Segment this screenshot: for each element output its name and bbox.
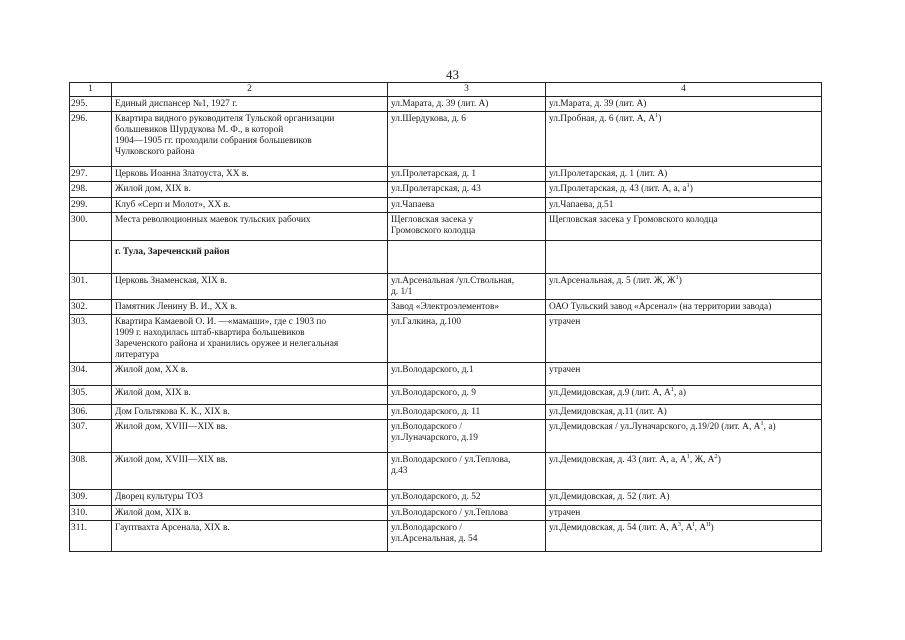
old-address-cell: ул.Володарского, д.1 [388, 363, 546, 386]
object-name-cell: Единый диспансер №1, 1927 г. [112, 97, 388, 112]
row-number-cell: 298. [70, 182, 112, 198]
table-row [70, 97, 822, 112]
new-address-cell: ул.Арсенальная, д. 5 (лит. Ж, $Ж^1$) [546, 274, 822, 300]
table-row [70, 490, 822, 506]
old-address-cell: ул.Шердукова, д. 6 [388, 112, 546, 167]
section-number-cell [70, 241, 112, 274]
object-name-cell: Жилой дом, XIX в. [112, 182, 388, 198]
row-number-cell: 302. [70, 300, 112, 315]
column-header: 1 [70, 83, 112, 97]
old-address-cell: ул.Володарского / ул.Теплова [388, 506, 546, 521]
old-address-cell: ул.Марата, д. 39 (лит. А) [388, 97, 546, 112]
empty-cell [546, 241, 822, 274]
row-number-cell: 306. [70, 405, 112, 420]
object-name-cell: Жилой дом, XIX в. [112, 506, 388, 521]
row-number-cell: 301. [70, 274, 112, 300]
new-address-cell: ул.Чапаева, д.51 [546, 198, 822, 213]
table-row [70, 405, 822, 420]
table-row [70, 198, 822, 213]
new-address-cell: ул.Демидовская, д. 52 (лит. А) [546, 490, 822, 506]
row-number-cell: 296. [70, 112, 112, 167]
column-header: 2 [112, 83, 388, 97]
object-name-cell: Дворец культуры ТОЗ [112, 490, 388, 506]
old-address-cell: Завод «Электроэлементов» [388, 300, 546, 315]
section-row [70, 241, 822, 274]
table-row [70, 274, 822, 300]
table-row [70, 506, 822, 521]
new-address-cell: ул.Демидовская, д.11 (лит. А) [546, 405, 822, 420]
new-address-cell: ул.Демидовская, д. 43 (лит. А, а, $А^1$, Ж, $А^2$) [546, 453, 822, 490]
row-number-cell: 295. [70, 97, 112, 112]
row-number-cell: 303. [70, 315, 112, 363]
table-row [70, 182, 822, 198]
row-number-cell: 300. [70, 213, 112, 241]
old-address-cell: ул.Володарского, д. 9 [388, 386, 546, 405]
object-name-cell: Жилой дом, XIX в. [112, 386, 388, 405]
new-address-cell: ул.Демидовская / ул.Луначарского, д.19/20 (лит. А, $А^1$, а) [546, 420, 822, 453]
table-header-row [70, 83, 822, 97]
new-address-cell: утрачен [546, 315, 822, 363]
object-name-cell: Места революционных маевок тульских рабочих [112, 213, 388, 241]
table-row [70, 213, 822, 241]
table-row [70, 521, 822, 552]
table-row [70, 167, 822, 182]
old-address-cell: Щегловская засека у Громовского колодца [388, 213, 546, 241]
new-address-cell: ул.Пролетарская, д. 43 (лит. А, а, $а^1$) [546, 182, 822, 198]
object-name-cell: Клуб «Серп и Молот», XX в. [112, 198, 388, 213]
new-address-cell: ОАО Тульский завод «Арсенал» (на территории завода) [546, 300, 822, 315]
object-name-cell: Квартира видного руководителя Тульской организации большевиков Шурдукова М. Ф., в которой 1904—1905 гг. проходили собрания большевиков Чулковского района [112, 112, 388, 167]
table-row [70, 420, 822, 453]
old-address-cell: ул.Володарского, д. 52 [388, 490, 546, 506]
row-number-cell: 310. [70, 506, 112, 521]
table-row [70, 453, 822, 490]
row-number-cell: 299. [70, 198, 112, 213]
row-number-cell: 305. [70, 386, 112, 405]
new-address-cell: ул.Пробная, д. 6 (лит. А, $А^1$) [546, 112, 822, 167]
new-address-cell: Щегловская засека у Громовского колодца [546, 213, 822, 241]
old-address-cell: ул.Арсенальная /ул.Ствольная, д. 1/1 [388, 274, 546, 300]
object-name-cell: Церковь Знаменская, XIX в. [112, 274, 388, 300]
old-address-cell: ул.Володарского / ул.Луначарского, д.19 [388, 420, 546, 453]
heritage-registry-table [69, 82, 822, 552]
old-address-cell: ул.Пролетарская, д. 43 [388, 182, 546, 198]
table-row [70, 363, 822, 386]
table-row [70, 386, 822, 405]
old-address-cell: ул.Володарского / ул.Арсенальная, д. 54 [388, 521, 546, 552]
object-name-cell: Жилой дом, XVIII—XIX вв. [112, 420, 388, 453]
object-name-cell: Жилой дом, XVIII—XIX вв. [112, 453, 388, 490]
row-number-cell: 308. [70, 453, 112, 490]
object-name-cell: Квартира Камаевой О. И. —«мамаши», где с 1903 по 1909 г. находилась штаб-квартира большевиков Зареченского района и хранились оружее и нелегальная литература [112, 315, 388, 363]
empty-cell [388, 241, 546, 274]
new-address-cell: ул.Марата, д. 39 (лит. А) [546, 97, 822, 112]
row-number-cell: 297. [70, 167, 112, 182]
object-name-cell: Дом Гольтякова К. К., XIX в. [112, 405, 388, 420]
row-number-cell: 311. [70, 521, 112, 552]
old-address-cell: ул.Чапаева [388, 198, 546, 213]
row-number-cell: 304. [70, 363, 112, 386]
table-row [70, 112, 822, 167]
new-address-cell: утрачен [546, 506, 822, 521]
new-address-cell: ул.Пролетарская, д. 1 (лит. А) [546, 167, 822, 182]
column-header: 4 [546, 83, 822, 97]
page-number: 43 [446, 67, 459, 82]
new-address-cell: ул.Демидовская, д.9 (лит. А, $А^1$, а) [546, 386, 822, 405]
row-number-cell: 309. [70, 490, 112, 506]
table-row [70, 300, 822, 315]
object-name-cell: Гауптвахта Арсенала, XIX в. [112, 521, 388, 552]
old-address-cell: ул.Володарского, д. 11 [388, 405, 546, 420]
object-name-cell: Памятник Ленину В. И., XX в. [112, 300, 388, 315]
object-name-cell: Жилой дом, XX в. [112, 363, 388, 386]
old-address-cell: ул.Пролетарская, д. 1 [388, 167, 546, 182]
column-header: 3 [388, 83, 546, 97]
new-address-cell: утрачен [546, 363, 822, 386]
new-address-cell: ул.Демидовская, д. 54 (лит. А, $А^3$, $А^I$, $А^{II}$) [546, 521, 822, 552]
section-title: г. Тула, Зареченский район [112, 241, 388, 274]
table-body [70, 97, 822, 552]
old-address-cell: ул.Галкина, д.100 [388, 315, 546, 363]
row-number-cell: 307. [70, 420, 112, 453]
table-row [70, 315, 822, 363]
object-name-cell: Церковь Иоанна Златоуста, XX в. [112, 167, 388, 182]
old-address-cell: ул.Володарского / ул.Теплова, д.43 [388, 453, 546, 490]
